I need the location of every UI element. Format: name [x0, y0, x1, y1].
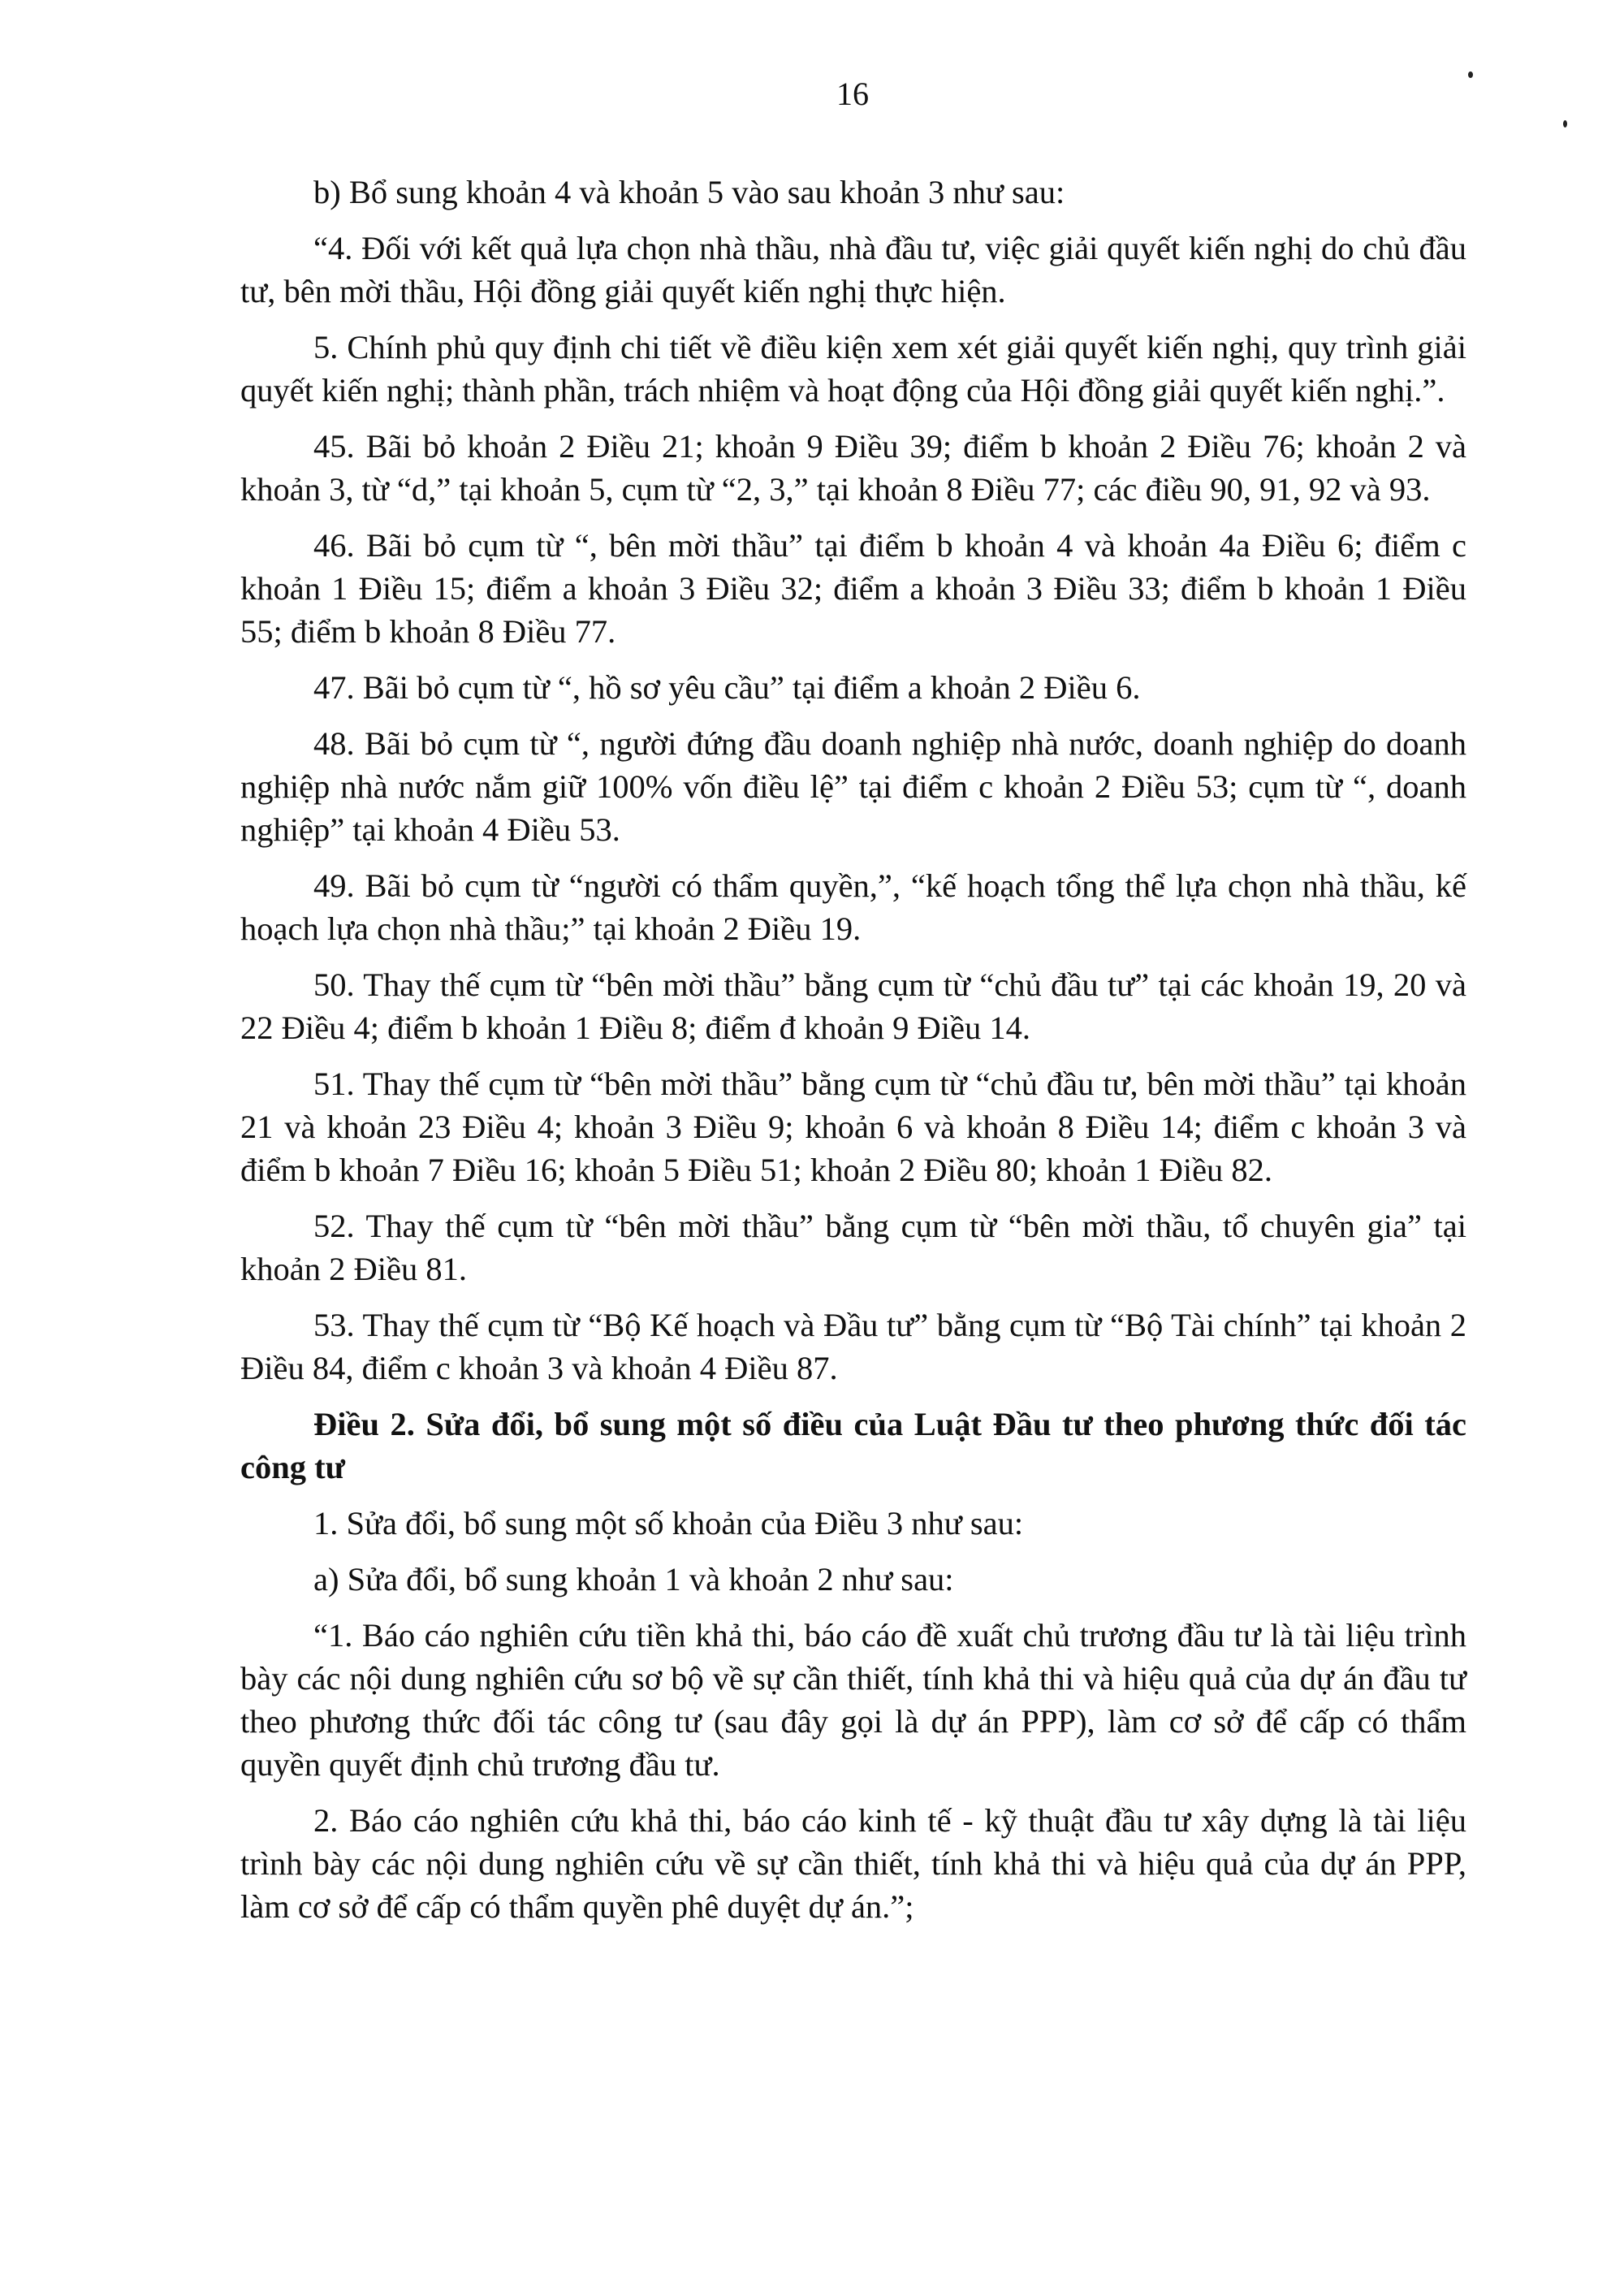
paragraph-item-53: 53. Thay thế cụm từ “Bộ Kế hoạch và Đầu tư” bằng cụm từ “Bộ Tài chính” tại khoản 2 Điều 84, điểm c khoản 3 và khoản 4 Điều 87. — [240, 1307, 1466, 1386]
page-number: 16 — [836, 76, 869, 112]
paragraph-clause-5: 5. Chính phủ quy định chi tiết về điều kiện xem xét giải quyết kiến nghị, quy trình giải quyết kiến nghị; thành phần, trách nhiệm và hoạt động của Hội đồng giải quyết kiến nghị.”. — [240, 329, 1466, 409]
paragraph-item-51: 51. Thay thế cụm từ “bên mời thầu” bằng cụm từ “chủ đầu tư, bên mời thầu” tại khoản 21 và khoản 23 Điều 4; khoản 3 Điều 9; khoản 6 và khoản 8 Điều 14; điểm c khoản 3 và điểm b khoản 7 Điều 16; khoản 5 Điều 51; khoản 2 Điều 80; khoản 1 Điều 82. — [240, 1066, 1466, 1188]
paragraph-item-48: 48. Bãi bỏ cụm từ “, người đứng đầu doanh nghiệp nhà nước, doanh nghiệp do doanh nghiệp nhà nước nắm giữ 100% vốn điều lệ” tại điểm c khoản 2 Điều 53; cụm từ “, doanh nghiệp” tại khoản 4 Điều 53. — [240, 725, 1466, 848]
document-body — [240, 171, 1466, 1941]
paragraph-clause-4: “4. Đối với kết quả lựa chọn nhà thầu, nhà đầu tư, việc giải quyết kiến nghị do chủ đầu tư, bên mời thầu, Hội đồng giải quyết kiến nghị thực hiện. — [240, 230, 1466, 309]
paragraph-definition-2: 2. Báo cáo nghiên cứu khả thi, báo cáo kinh tế - kỹ thuật đầu tư xây dựng là tài liệu trình bày các nội dung nghiên cứu về sự cần thiết, tính khả thi và hiệu quả của dự án PPP, làm cơ sở để cấp có thẩm quyền phê duyệt dự án.”; — [240, 1802, 1466, 1925]
paragraph-item-46: 46. Bãi bỏ cụm từ “, bên mời thầu” tại điểm b khoản 4 và khoản 4a Điều 6; điểm c khoản 1 Điều 15; điểm a khoản 3 Điều 32; điểm a khoản 3 Điều 33; điểm b khoản 1 Điều 55; điểm b khoản 8 Điều 77. — [240, 527, 1466, 650]
paragraph-definition-1: “1. Báo cáo nghiên cứu tiền khả thi, báo cáo đề xuất chủ trương đầu tư là tài liệu trình bày các nội dung nghiên cứu sơ bộ về sự cần thiết, tính khả thi và hiệu quả của dự án đầu tư theo phương thức đối tác công tư (sau đây gọi là dự án PPP), làm cơ sở để cấp có thẩm quyền quyết định chủ trương đầu tư. — [240, 1617, 1466, 1783]
scan-speck — [1563, 120, 1567, 128]
paragraph-item-45: 45. Bãi bỏ khoản 2 Điều 21; khoản 9 Điều 39; điểm b khoản 2 Điều 76; khoản 2 và khoản 3, từ “d,” tại khoản 5, cụm từ “2, 3,” tại khoản 8 Điều 77; các điều 90, 91, 92 và 93. — [240, 428, 1466, 508]
paragraph-article2-item-1: 1. Sửa đổi, bổ sung một số khoản của Điều 3 như sau: — [313, 1505, 1024, 1541]
paragraph-item-47: 47. Bãi bỏ cụm từ “, hồ sơ yêu cầu” tại điểm a khoản 2 Điều 6. — [313, 669, 1141, 706]
paragraph-item-52: 52. Thay thế cụm từ “bên mời thầu” bằng cụm từ “bên mời thầu, tổ chuyên gia” tại khoản 2 Điều 81. — [240, 1208, 1466, 1287]
article-2-heading: Điều 2. Sửa đổi, bổ sung một số điều của Luật Đầu tư theo phương thức đối tác công tư — [240, 1406, 1466, 1485]
paragraph-item-49: 49. Bãi bỏ cụm từ “người có thẩm quyền,”, “kế hoạch tổng thể lựa chọn nhà thầu, kế hoạch lựa chọn nhà thầu;” tại khoản 2 Điều 19. — [240, 867, 1466, 947]
paragraph-amendment-b: b) Bổ sung khoản 4 và khoản 5 vào sau khoản 3 như sau: — [313, 174, 1065, 210]
scan-speck — [1468, 71, 1473, 78]
paragraph-article2-point-a: a) Sửa đổi, bổ sung khoản 1 và khoản 2 như sau: — [313, 1561, 954, 1597]
paragraph-item-50: 50. Thay thế cụm từ “bên mời thầu” bằng cụm từ “chủ đầu tư” tại các khoản 19, 20 và 22 Điều 4; điểm b khoản 1 Điều 8; điểm đ khoản 9 Điều 14. — [240, 966, 1466, 1046]
